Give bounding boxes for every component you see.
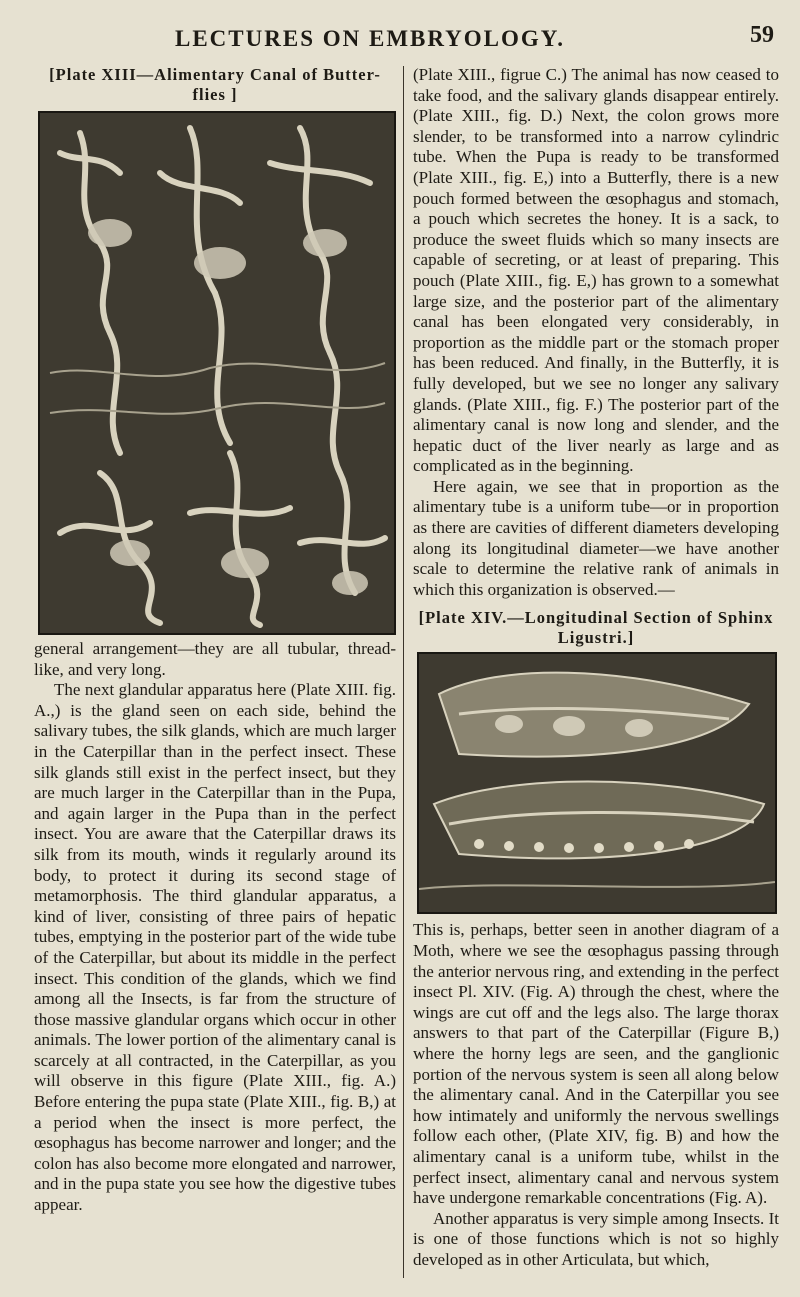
right-paragraph-4: Another apparatus is very simple among Insects. It is one of those functions which is not so highly developed as in other Articulata, but which, xyxy=(413,1208,779,1269)
right-paragraph-1: (Plate XIII., figrue C.) The animal has now ceased to take food, and the salivary glands disappear entirely. (Plate XIII., fig. D.) Next, the colon grows more slender, to be transformed into a narrow cylindric tube. When the Pupa is ready to be transformed (Plate XIII., fig. E,) into a Butterfly, there is a new pouch formed between the œsophagus and stomach, a pouch which secretes the honey. It is a sack, to produce the sweet fluids which so many insects are capable of secreting, or at least of preparing. This pouch (Plate XIII., fig. E,) has grown to a somewhat large size, and the posterior part of the alimentary canal has been elongated very considerably, in proportion as the middle part or the stomach proper has been reduced. And finally, in the Butterfly, it is fully developed, but we see no longer any salivary glands. (Plate XIII., fig. F.) The posterior part of the alimentary canal is now long and slender, and the hepatic duct of the liver nearly as large and as complicated as in the beginning. xyxy=(413,65,779,476)
plate-xiv-illustration xyxy=(417,652,777,914)
page-number: 59 xyxy=(750,22,774,48)
running-head xyxy=(0,0,800,60)
right-paragraph-2: Here again, we see that in proportion as the alimentary tube is a uniform tube—or in proportion as there are cavities of different diameters developing along its longitudinal diameter—we have another scale to determine the relative rank of animals in which this organization is observed.— xyxy=(413,476,779,599)
sphinx-section-drawing xyxy=(419,654,775,912)
right-column xyxy=(413,65,779,1271)
plate-xiv-caption: [Plate XIV.—Longitudinal Section of Sphinx Ligustri.] xyxy=(418,608,774,648)
plate-xiii-illustration xyxy=(38,111,396,635)
column-divider xyxy=(403,66,404,1278)
alimentary-canal-drawing xyxy=(40,113,394,633)
plate-xiii-caption: [Plate XIII—Alimentary Canal of Butter-flies ] xyxy=(49,65,381,104)
left-paragraph-2: The next glandular apparatus here (Plate XIII. fig. A.,) is the gland seen on each side, behind the salivary tubes, the silk glands, which are much larger in the Caterpillar than in the perfect insect. These silk glands still exist in the perfect insect, but they are much larger in the Caterpillar than in the Pupa, and again larger in the Pupa than in the perfect insect. You are aware that the Caterpillar draws its silk from its mouth, winds it regularly around its body, to protect it during its second stage of metamorphosis. The third glandular apparatus, a kind of liver, consisting of three pairs of hepatic tubes, emptying in the posterior part of the wide tube of the Caterpillar, but about its middle in the perfect insect. This condition of the glands, which we find among all the Insects, is far from the structure of those massive glandular organs which occur in other animals. The lower portion of the alimentary canal is scarcely at all contracted, in the Caterpillar, as you will observe in this figure (Plate XIII., fig. A.) Before entering the pupa state (Plate XIII., fig. B,) at a period when the insect is more perfect, the œsophagus has become narrower and longer; and the colon has also become more elongated and narrower, and in the pupa state you see how the digestive tubes appear. xyxy=(34,680,396,1215)
running-title: LECTURES ON EMBRYOLOGY. xyxy=(175,26,566,51)
right-paragraph-3: This is, perhaps, better seen in another diagram of a Moth, where we see the œsophagus passing through the anterior nervous ring, and extending in the perfect insect Pl. XIV. (Fig. A) through the chest, where the wings are cut off and the legs also. The large thorax answers to that part of the Caterpillar (Figure B,) where the horny legs are seen, and the ganglionic portion of the nervous system is seen all along below the alimentary canal. And in the Caterpillar you see how intimately and uniformly the nervous swellings follow each other, (Plate XIV, fig. B) and how the alimentary canal is a uniform tube, whilst in the perfect insect, alimentary canal and nervous system have undergone remarkable concentrations (Fig. A). xyxy=(413,920,779,1208)
left-paragraph-1: general arrangement—they are all tubular, thread-like, and very long. xyxy=(34,639,396,679)
left-column xyxy=(34,65,396,1216)
